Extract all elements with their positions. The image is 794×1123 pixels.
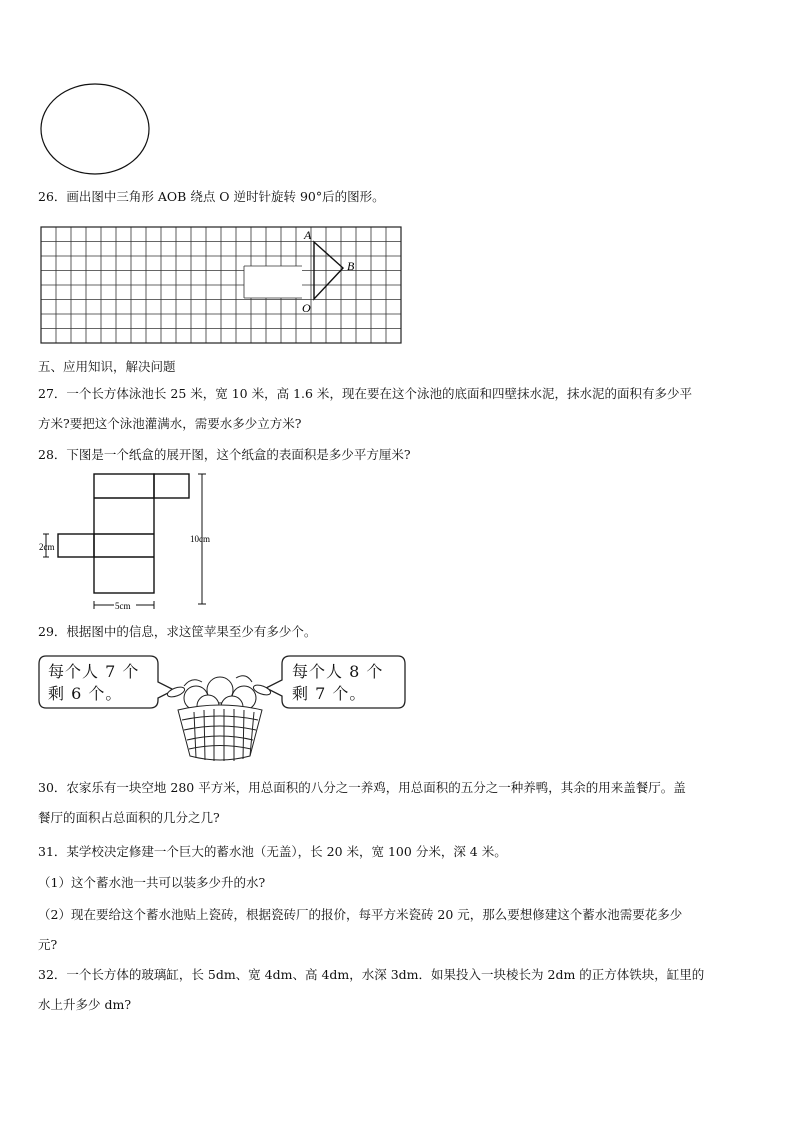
q31-text: 31．某学校决定修建一个巨大的蓄水池（无盖），长 20 米，宽 100 分米，深 4 米。	[38, 844, 507, 859]
dim-side: 2cm	[39, 542, 55, 552]
box-net-diagram	[36, 468, 276, 616]
net-top-right-face	[154, 474, 189, 498]
bubble-left-line1: 每个人 7 个	[48, 662, 140, 681]
q27-line2: 方米?要把这个泳池灌满水，需要水多少立方米?	[38, 416, 302, 431]
q31-sub2-line2: 元?	[38, 937, 58, 952]
q28-text: 28．下图是一个纸盒的展开图，这个纸盒的表面积是多少平方厘米?	[38, 447, 411, 462]
dim-width: 5cm	[115, 601, 131, 611]
net-side-face	[58, 534, 94, 557]
basket	[178, 705, 262, 761]
q29-text: 29．根据图中的信息，求这筐苹果至少有多少个。	[38, 624, 317, 639]
circle-figure	[38, 82, 154, 178]
bubble-right-line2: 剩 7 个。	[292, 684, 367, 703]
dim-height: 10cm	[190, 534, 210, 544]
q27-line1: 27．一个长方体泳池长 25 米，宽 10 米，高 1.6 米，现在要在这个泳池的底面和四壁抹水泥，抹水泥的面积有多少平	[38, 386, 692, 401]
label-o: O	[302, 301, 311, 315]
q32-line1: 32．一个长方体的玻璃缸，长 5dm、宽 4dm、高 4dm，水深 3dm．如果投入一块棱长为 2dm 的正方体铁块，缸里的	[38, 967, 705, 982]
label-a: A	[304, 228, 312, 242]
bubble-left-line2: 剩 6 个。	[48, 684, 123, 703]
bubble-right-line1: 每个人 8 个	[292, 662, 384, 681]
q31-sub2-line1: （2）现在要给这个蓄水池贴上瓷砖，根据瓷砖厂的报价，每平方米瓷砖 20 元，那么要想修建这个蓄水池需要花多少	[38, 907, 683, 922]
q26-text: 26．画出图中三角形 AOB 绕点 O 逆时针旋转 90°后的图形。	[38, 189, 385, 204]
label-b: B	[347, 259, 355, 273]
q31-sub1: （1）这个蓄水池一共可以装多少升的水?	[38, 875, 266, 890]
q30-line1: 30．农家乐有一块空地 280 平方米，用总面积的八分之一养鸡，用总面积的五分之一种养鸭，其余的用来盖餐厅。盖	[38, 780, 686, 795]
rotation-grid	[38, 224, 404, 348]
grid-blank-patch	[244, 266, 302, 298]
circle-shape	[41, 84, 149, 174]
section-title: 五、应用知识，解决问题	[38, 359, 176, 374]
grid-lines	[41, 227, 401, 343]
q32-line2: 水上升多少 dm?	[38, 997, 132, 1012]
q30-line2: 餐厅的面积占总面积的几分之几?	[38, 810, 220, 825]
